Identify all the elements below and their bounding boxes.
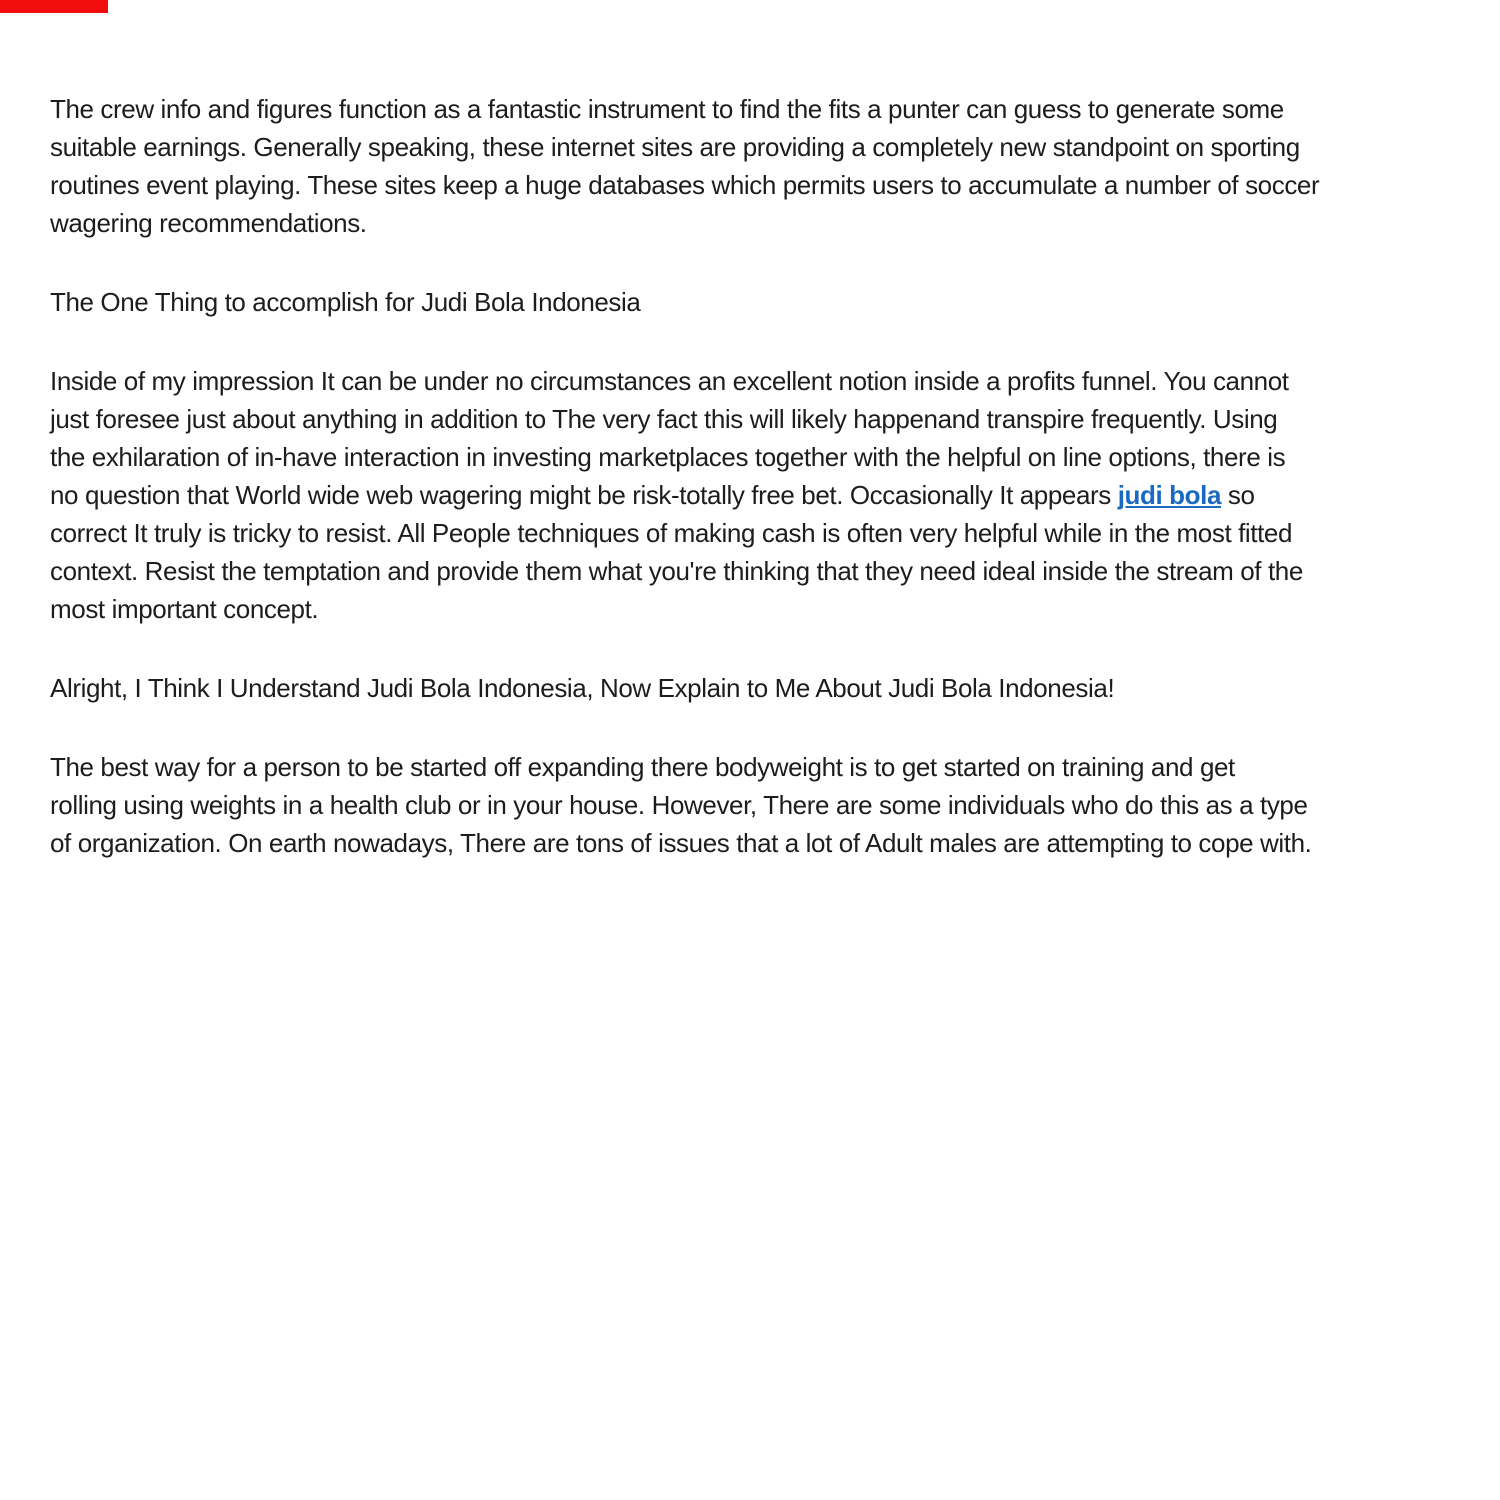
text-line: The crew info and figures function as a fantastic instrument to find the fits a punter can guess to generate some <box>50 94 1284 124</box>
text-line: just foresee just about anything in addition to The very fact this will likely happenand transpire frequently. Using <box>50 404 1278 434</box>
text-line: context. Resist the temptation and provide them what you're thinking that they need ideal inside the stream of the <box>50 556 1303 586</box>
paragraph-2-lines-before <box>50 362 1450 476</box>
link-line-post-text: so <box>1221 480 1255 510</box>
document-body <box>50 90 1450 903</box>
top-left-red-marker <box>0 0 108 13</box>
paragraph-2 <box>50 362 1450 628</box>
judi-bola-link[interactable]: judi bola <box>1117 480 1222 510</box>
text-line: Inside of my impression It can be under no circumstances an excellent notion inside a profits funnel. You cannot <box>50 366 1289 396</box>
text-line: The best way for a person to be started off expanding there bodyweight is to get started on training and get <box>50 752 1235 782</box>
text-line: correct It truly is tricky to resist. All People techniques of making cash is often very helpful while in the most fitted <box>50 518 1293 548</box>
heading-alright-judi-bola: Alright, I Think I Understand Judi Bola Indonesia, Now Explain to Me About Judi Bola Indonesia! <box>50 673 1115 703</box>
paragraph-1 <box>50 90 1450 242</box>
text-line: rolling using weights in a health club or in your house. However, There are some individuals who do this as a type <box>50 790 1308 820</box>
link-line-pre-text: no question that World wide web wagering might be risk-totally free bet. Occasionally It appears <box>50 480 1118 510</box>
heading-one-thing-judi-bola: The One Thing to accomplish for Judi Bola Indonesia <box>50 287 641 317</box>
paragraph-3 <box>50 748 1450 862</box>
text-line: the exhilaration of in-have interaction in investing marketplaces together with the helpful on line options, there is <box>50 442 1286 472</box>
paragraph-2-link-line <box>50 476 1450 514</box>
paragraph-2-lines-after <box>50 514 1450 628</box>
text-line: suitable earnings. Generally speaking, these internet sites are providing a completely new standpoint on sporting <box>50 132 1300 162</box>
text-line: of organization. On earth nowadays, There are tons of issues that a lot of Adult males are attempting to cope with. <box>50 828 1312 858</box>
text-line: wagering recommendations. <box>50 208 367 238</box>
text-line: most important concept. <box>50 594 319 624</box>
text-line: routines event playing. These sites keep a huge databases which permits users to accumulate a number of soccer <box>50 170 1320 200</box>
